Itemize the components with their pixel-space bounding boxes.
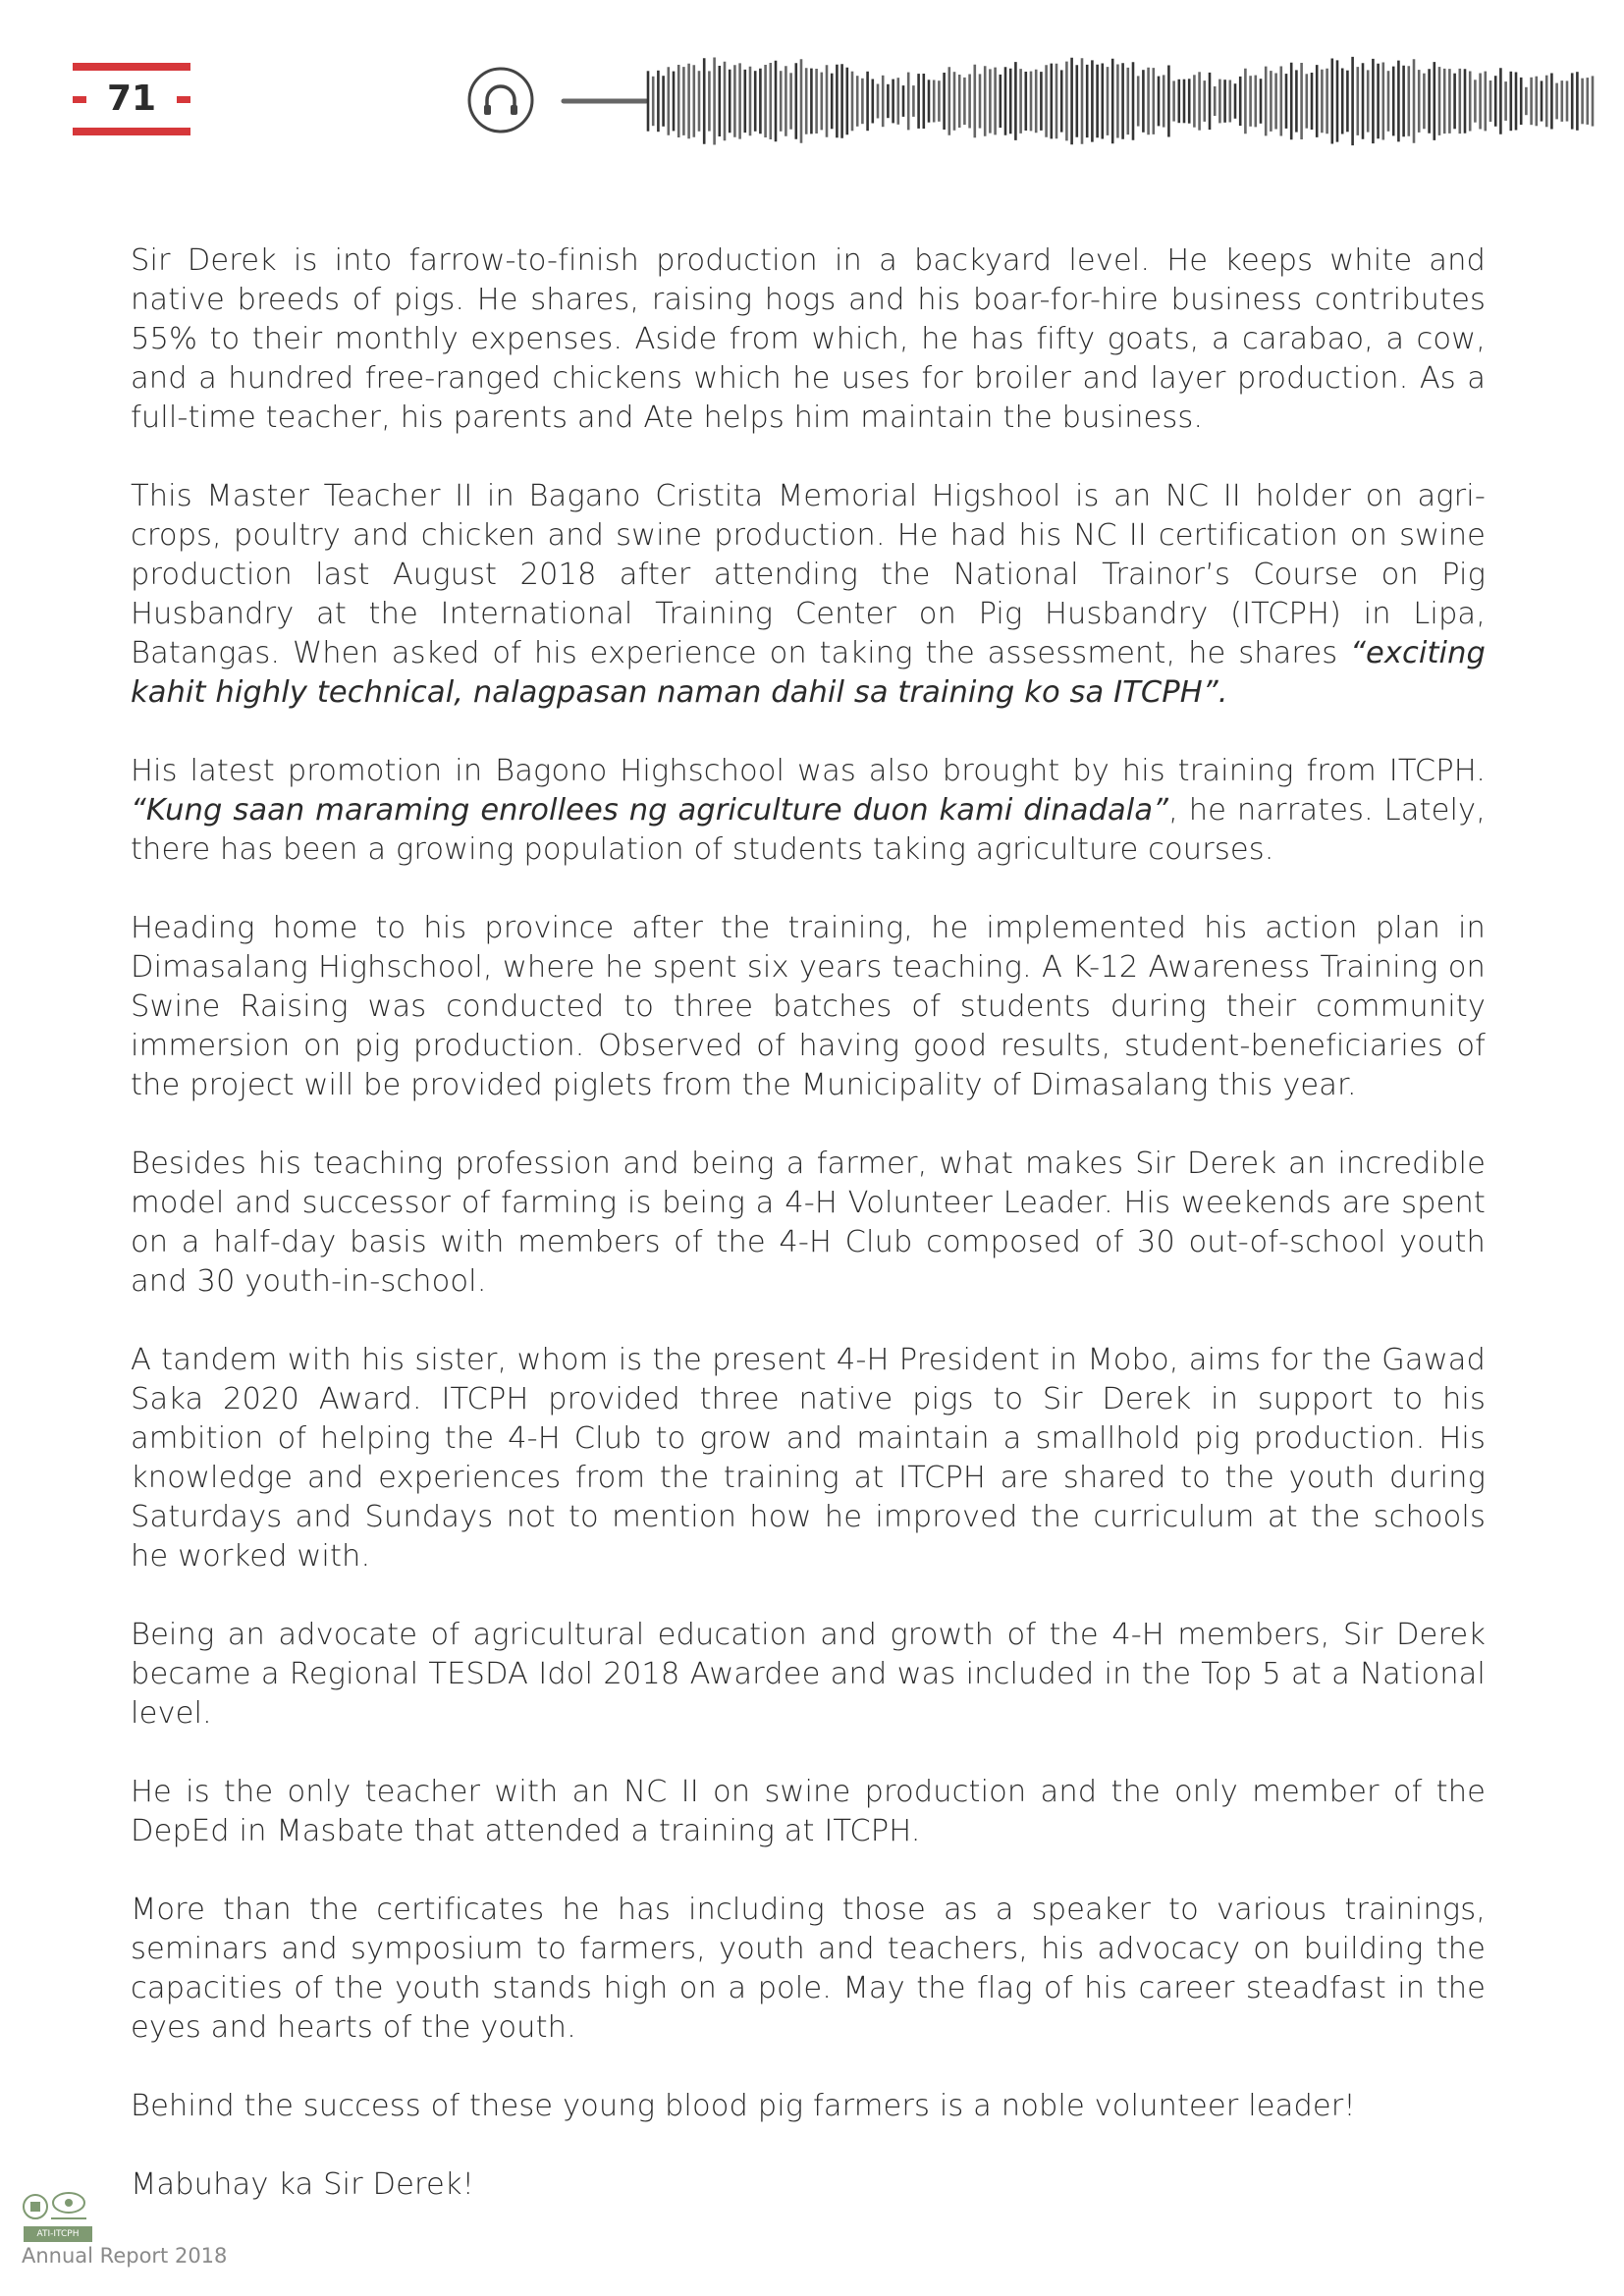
- page-number: 71: [106, 79, 157, 119]
- sound-waveform-graphic: [461, 51, 1600, 159]
- paragraph-11: Mabuhay ka Sir Derek!: [131, 2167, 474, 2202]
- paragraph-3-after: , he narrates. Lately, there has been a growing population of students taking agriculture courses.: [131, 793, 1486, 867]
- paragraph-7: Being an advocate of agricultural education and growth of the 4-H members, Sir Derek became a Regional TESDA Idol 2018 Awardee and was included in the Top 5 at a National level.: [131, 1618, 1486, 1731]
- paragraph-6: A tandem with his sister, whom is the present 4-H President in Mobo, aims for the Gawad Saka 2020 Award. ITCPH provided three native pigs to Sir Derek in support to his ambition of helping the 4-H Club to grow and maintain a smallhold pig production. His knowledge and experiences from the training at ITCPH are shared to the youth during Saturdays and Sundays not to mention how he improved the curriculum at the schools he worked with.: [131, 1343, 1486, 1574]
- paragraph-3-text: His latest promotion in Bagono Highschool was also brought by his training from ITCPH.: [131, 754, 1486, 788]
- paragraph-3: [131, 752, 1486, 870]
- page-number-badge: [73, 63, 190, 135]
- paragraph-2: [131, 477, 1486, 713]
- logo-caption: ATI-ITCPH: [24, 2226, 92, 2242]
- annual-report-label: Annual Report 2018: [22, 2244, 228, 2268]
- paragraph-1: Sir Derek is into farrow-to-finish production in a backyard level. He keeps white and native breeds of pigs. He shares, raising hogs and his boar-for-hire business contributes 55% to their monthly expenses. Aside from which, he has fifty goats, a carabao, a cow, and a hundred free-ranged chickens which he uses for broiler and layer production. As a full-time teacher, his parents and Ate helps him maintain the business.: [131, 243, 1486, 435]
- ati-logo-icon: [22, 2185, 90, 2224]
- paragraph-10: Behind the success of these young blood pig farmers is a noble volunteer leader!: [131, 2089, 1356, 2123]
- audio-header: [461, 51, 1600, 159]
- badge-top-bar: [73, 63, 190, 71]
- paragraph-5: Besides his teaching profession and being a farmer, what makes Sir Derek an incredible model and successor of farming is being a 4-H Volunteer Leader. His weekends are spent on a half-day basis with members of the 4-H Club composed of 30 out-of-school youth and 30 youth-in-school.: [131, 1147, 1486, 1299]
- badge-bottom-bar: [73, 128, 190, 135]
- paragraph-3-quote: “Kung saan maraming enrollees ng agriculture duon kami dinadala”: [131, 793, 1169, 828]
- paragraph-9: More than the certificates he has including those as a speaker to various trainings, seminars and symposium to farmers, youth and teachers, his advocacy on building the capacities of the youth stands high on a pole. May the flag of his career steadfast in the eyes and hearts of the youth.: [131, 1893, 1486, 2045]
- headphones-icon: [469, 69, 532, 132]
- paragraph-2-text: This Master Teacher II in Bagano Cristita Memorial Higshool is an NC II holder on agri-crops, poultry and chicken and swine production. He had his NC II certification on swine production last August 2018 after attending the National Trainor’s Course on Pig Husbandry at the International Training Center on Pig Husbandry (ITCPH) in Lipa, Batangas. When asked of his experience on taking the assessment, he shares: [131, 479, 1486, 670]
- paragraph-2-quote: “exciting kahit highly technical, nalagpasan naman dahil sa training ko sa ITCPH”.: [131, 636, 1486, 710]
- paragraph-8: He is the only teacher with an NC II on swine production and the only member of the DepEd in Masbate that attended a training at ITCPH.: [131, 1775, 1486, 1848]
- footer-logo: [20, 2185, 228, 2279]
- article-body: [131, 241, 1486, 2244]
- paragraph-4: Heading home to his province after the training, he implemented his action plan in Dimasalang Highschool, where he spent six years teaching. A K-12 Awareness Training on Swine Raising was conducted to three batches of students during their community immersion on pig production. Observed of having good results, student-beneficiaries of the project will be provided piglets from the Municipality of Dimasalang this year.: [131, 911, 1486, 1102]
